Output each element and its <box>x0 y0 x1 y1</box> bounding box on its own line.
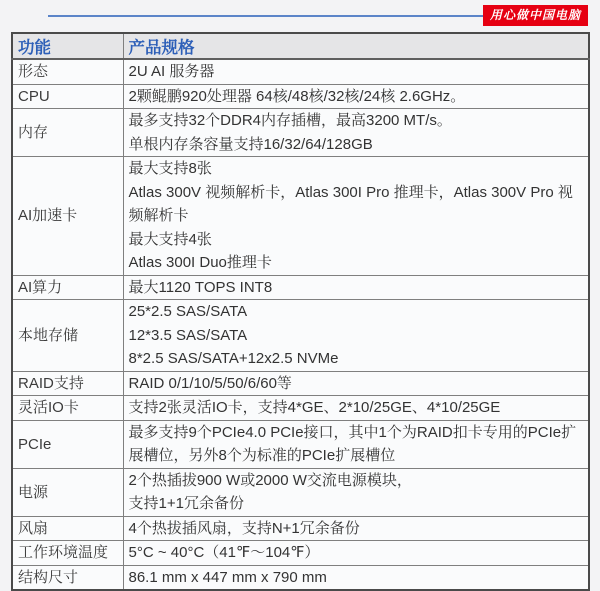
table-row <box>12 84 589 109</box>
spec-line: 最大支持4张 <box>128 230 212 248</box>
table-row <box>12 300 589 372</box>
banner-divider-line <box>48 15 497 17</box>
brand-slogan-badge: 用心做中国电脑 <box>483 5 588 26</box>
table-row <box>12 371 589 396</box>
row-label: AI算力 <box>12 275 123 300</box>
row-label: 形态 <box>12 59 123 84</box>
table-header-row <box>12 33 589 59</box>
row-spec <box>123 371 589 396</box>
row-label: CPU <box>12 84 123 109</box>
table-row <box>12 420 589 468</box>
spec-line: 2个热插拔900 W或2000 W交流电源模块， <box>128 471 412 489</box>
row-label: 风扇 <box>12 516 123 541</box>
row-label: PCIe <box>12 420 123 468</box>
row-spec <box>123 84 589 109</box>
row-label: 结构尺寸 <box>12 565 123 590</box>
spec-line: Atlas 300I Duo推理卡 <box>128 254 272 271</box>
row-spec <box>123 468 589 516</box>
row-spec <box>123 157 589 276</box>
row-label: RAID支持 <box>12 371 123 396</box>
spec-line: 2U AI 服务器 <box>128 63 215 80</box>
spec-line: 支持2张灵活IO卡，支持4*GE、2*10/25GE、4*10/25GE <box>128 399 501 416</box>
table-row <box>12 109 589 157</box>
spec-line: 最多支持32个DDR4内存插槽，最高3200 MT/s。 <box>128 112 452 129</box>
spec-line: 最大1120 TOPS INT8 <box>128 278 273 296</box>
row-spec <box>123 396 589 421</box>
table-row <box>12 541 589 566</box>
column-header-function: 功能 <box>12 33 123 59</box>
spec-line: 12*3.5 SAS/SATA <box>128 326 248 344</box>
spec-line: 86.1 mm x 447 mm x 790 mm <box>128 568 327 586</box>
spec-line: 支持1+1冗余备份 <box>128 495 244 512</box>
row-spec <box>123 59 589 84</box>
row-label: 工作环境温度 <box>12 541 123 566</box>
row-label: AI加速卡 <box>12 157 123 276</box>
spec-line: 5°C ~ 40°C（41℉～104℉） <box>128 544 320 561</box>
row-spec <box>123 275 589 300</box>
top-banner <box>0 0 600 32</box>
row-spec <box>123 420 589 468</box>
table-row <box>12 565 589 590</box>
spec-line: 最多支持9个PCIe4.0 PCIe接口，其中1个为RAID扣卡专用的PCIe扩展槽位，另外8个为标准的PCIe扩展槽位 <box>128 423 577 464</box>
spec-line: 最大支持8张 <box>128 160 212 177</box>
row-label: 本地存储 <box>12 300 123 372</box>
row-label: 内存 <box>12 109 123 157</box>
table-row <box>12 157 589 276</box>
table-row <box>12 275 589 300</box>
spec-line: Atlas 300V 视频解析卡，Atlas 300I Pro 推理卡，Atlas 300V Pro 视频解析卡 <box>128 183 573 224</box>
spec-table <box>11 32 590 591</box>
table-row <box>12 59 589 84</box>
table-row <box>12 396 589 421</box>
row-spec <box>123 300 589 372</box>
spec-line: RAID 0/1/10/5/50/6/60等 <box>128 374 292 392</box>
row-spec <box>123 565 589 590</box>
spec-line: 4个热拔插风扇，支持N+1冗余备份 <box>128 519 360 537</box>
spec-line: 25*2.5 SAS/SATA <box>128 303 248 320</box>
table-row <box>12 468 589 516</box>
spec-line: 2颗鲲鹏920处理器 64核/48核/32核/24核 2.6GHz。 <box>128 87 466 105</box>
row-spec <box>123 109 589 157</box>
table-row <box>12 516 589 541</box>
row-spec <box>123 516 589 541</box>
spec-line: 8*2.5 SAS/SATA+12x2.5 NVMe <box>128 350 339 367</box>
row-label: 灵活IO卡 <box>12 396 123 421</box>
row-label: 电源 <box>12 468 123 516</box>
row-spec <box>123 541 589 566</box>
column-header-product-spec: 产品规格 <box>123 33 589 59</box>
spec-line: 单根内存条容量支持16/32/64/128GB <box>128 135 373 153</box>
